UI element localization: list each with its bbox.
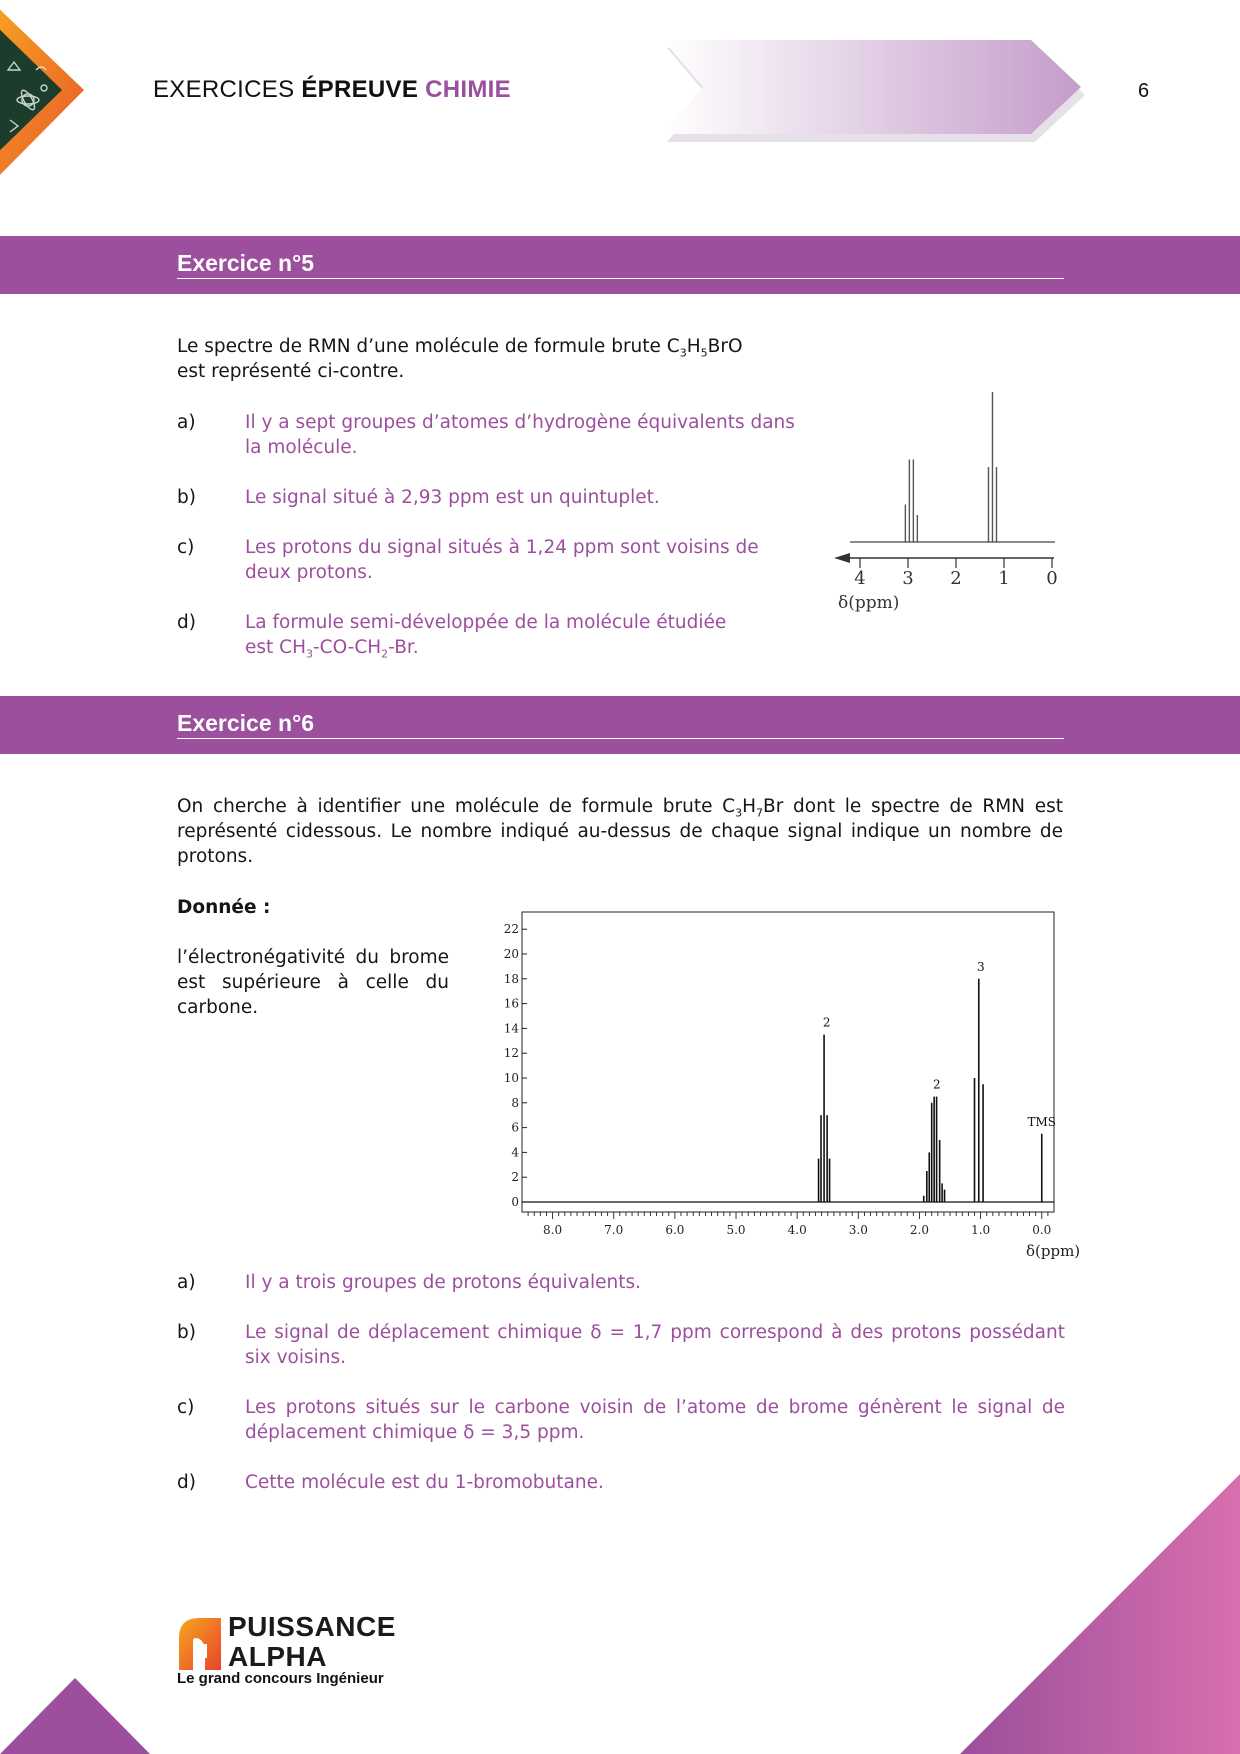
ex6-peak-label: 3: [976, 959, 985, 974]
exercise-6-intro: [177, 794, 1063, 869]
ex5-item-d-sub-a: 3: [305, 647, 313, 661]
ex6-x-tick-label: 5.0: [726, 1223, 746, 1237]
corner-chalkboard-logo: [0, 0, 110, 210]
ex6-y-tick-label: 12: [503, 1046, 519, 1061]
ex6-x-tick-label: 4.0: [787, 1223, 807, 1237]
ex6-y-tick-label: 20: [503, 947, 519, 961]
exercise-6-band: [0, 696, 1240, 754]
ex6-nmr-spectrum: [490, 890, 1090, 1266]
ex6-x-axis-label: δ(ppm): [1026, 1242, 1081, 1260]
exercise-5-intro: [177, 334, 817, 384]
ex5-item-d-text4: -Br.: [388, 637, 419, 658]
ex6-donnee-text: l’électronégativité du brome est supérieure à celle du carbone.: [177, 947, 449, 1018]
ex6-x-tick-label: 2.0: [909, 1223, 930, 1237]
ex5-item-d-text3: -CO-CH: [312, 637, 382, 658]
ex5-spectrum-peaks: [905, 392, 996, 542]
ex6-intro-part1: On cherche à identifier une molécule de formule brute C: [177, 796, 736, 817]
ex6-item-b-text: Le signal de déplacement chimique δ = 1,7 ppm correspond à des protons possédant six voisins.: [245, 1322, 1065, 1368]
exercise-5-title: Exercice n°5: [177, 250, 1064, 279]
ex6-x-tick-label: 6.0: [665, 1223, 685, 1237]
ex6-y-tick-label: 0: [511, 1195, 519, 1209]
footer-brand-line2: ALPHA: [228, 1641, 327, 1672]
ex6-peak-label: 2: [822, 1015, 831, 1030]
ex5-intro-part1: Le spectre de RMN d’une molécule de formule brute C: [177, 336, 680, 357]
ex6-x-tick-label: 1.0: [971, 1223, 991, 1237]
ex5-tick-label: 4: [854, 568, 866, 589]
ex6-x-tick-label: 0.0: [1032, 1223, 1052, 1237]
ex5-intro-sub2: 5: [700, 346, 708, 360]
ex5-item-d-text: [245, 610, 807, 660]
ex6-x-tick-label: 7.0: [604, 1223, 624, 1237]
ex6-intro-part3: Br dont le spectre de RMN est représenté cidessous. Le nombre indiqué au-dessus de chaque signal indique un nombre de protons.: [177, 796, 1063, 867]
ex5-item-a-label: a): [177, 412, 196, 433]
ex5-item-a-text: Il y a sept groupes d’atomes d’hydrogène équivalents dans la molécule.: [245, 412, 795, 458]
ex6-y-tick-label: 6: [511, 1120, 519, 1135]
ex6-item-d-text: Cette molécule est du 1-bromobutane.: [245, 1472, 604, 1493]
ex5-item-d-text2: est CH: [245, 637, 306, 658]
bottom-right-triangle-decoration: [960, 1474, 1240, 1754]
footer-brand-line1: PUISSANCE: [228, 1611, 396, 1642]
ex6-item-a-label: a): [177, 1272, 196, 1293]
ex5-item-c-label: c): [177, 537, 195, 558]
header-title-part3: CHIMIE: [425, 76, 511, 103]
ex6-spectrum-peaks: [522, 960, 1056, 1202]
ex5-axis-arrowhead: [834, 553, 850, 563]
ex6-item-c-text: Les protons situés sur le carbone voisin de l’atome de brome génèrent le signal de déplacement chimique δ = 3,5 ppm.: [245, 1397, 1065, 1443]
ex6-y-tick-label: 10: [503, 1071, 519, 1085]
ex5-axis-ticks: [854, 558, 1057, 589]
ex6-y-tick-label: 16: [503, 996, 519, 1011]
ex5-intro-sub1: 3: [679, 346, 687, 360]
header-arrow-banner: [655, 38, 1095, 144]
ex6-y-tick-label: 2: [511, 1170, 519, 1185]
ex5-tick-label: 3: [902, 568, 914, 589]
ex6-intro-sub2: 7: [756, 806, 764, 820]
ex6-donnee-label: Donnée :: [177, 897, 271, 918]
ex5-item-d-label: d): [177, 612, 196, 633]
ex6-x-tick-label: 3.0: [848, 1223, 868, 1237]
puissance-alpha-logo-icon: [175, 1614, 225, 1670]
ex6-y-tick-label: 18: [503, 971, 519, 986]
page-number: 6: [1138, 80, 1150, 102]
ex5-nmr-spectrum: [830, 350, 1070, 620]
ex5-tick-label: 2: [950, 568, 962, 589]
ex5-intro-part3: BrO: [707, 336, 743, 357]
header-title-part2: ÉPREUVE: [301, 76, 426, 103]
ex6-item-b-label: b): [177, 1322, 196, 1343]
ex5-item-c-text: Les protons du signal situés à 1,24 ppm sont voisins de deux protons.: [245, 537, 759, 583]
ex5-item-b-text: Le signal situé à 2,93 ppm est un quintuplet.: [245, 487, 660, 508]
ex6-x-axis: [528, 1212, 1051, 1237]
exercise-6-title: Exercice n°6: [177, 710, 1064, 739]
ex6-y-tick-label: 8: [511, 1095, 519, 1110]
ex5-item-b-label: b): [177, 487, 196, 508]
ex6-intro-part2: H: [742, 796, 757, 817]
ex5-intro-part4: est représenté ci-contre.: [177, 361, 405, 382]
ex6-y-tick-label: 4: [511, 1145, 519, 1160]
ex6-item-d-label: d): [177, 1472, 196, 1493]
ex6-y-tick-label: 14: [503, 1021, 519, 1036]
ex5-item-d-sub-b: 2: [381, 647, 389, 661]
ex6-item-c-label: c): [177, 1397, 195, 1418]
ex6-peak-label: TMS: [1027, 1114, 1057, 1129]
ex6-intro-sub1: 3: [735, 806, 743, 820]
ex5-tick-label: 0: [1046, 568, 1058, 589]
footer-tagline: Le grand concours Ingénieur: [177, 1670, 384, 1687]
ex5-tick-label: 1: [998, 568, 1010, 589]
ex6-y-axis: [504, 922, 527, 1209]
exercise-5-band: [0, 236, 1240, 294]
bottom-left-triangle-decoration: [0, 1678, 150, 1754]
ex5-axis-label: δ(ppm): [838, 593, 900, 613]
ex6-x-tick-label: 8.0: [543, 1223, 563, 1237]
footer-brand-name: [228, 1612, 396, 1672]
ex5-item-d-text1: La formule semi-développée de la molécule étudiée: [245, 612, 727, 633]
header-title-part1: EXERCICES: [153, 76, 302, 103]
page-header-title: [153, 76, 511, 104]
ex6-peak-label: 2: [932, 1077, 941, 1092]
ex6-item-a-text: Il y a trois groupes de protons équivalents.: [245, 1272, 641, 1293]
ex6-y-tick-label: 22: [503, 922, 519, 937]
ex5-intro-part2: H: [686, 336, 701, 357]
